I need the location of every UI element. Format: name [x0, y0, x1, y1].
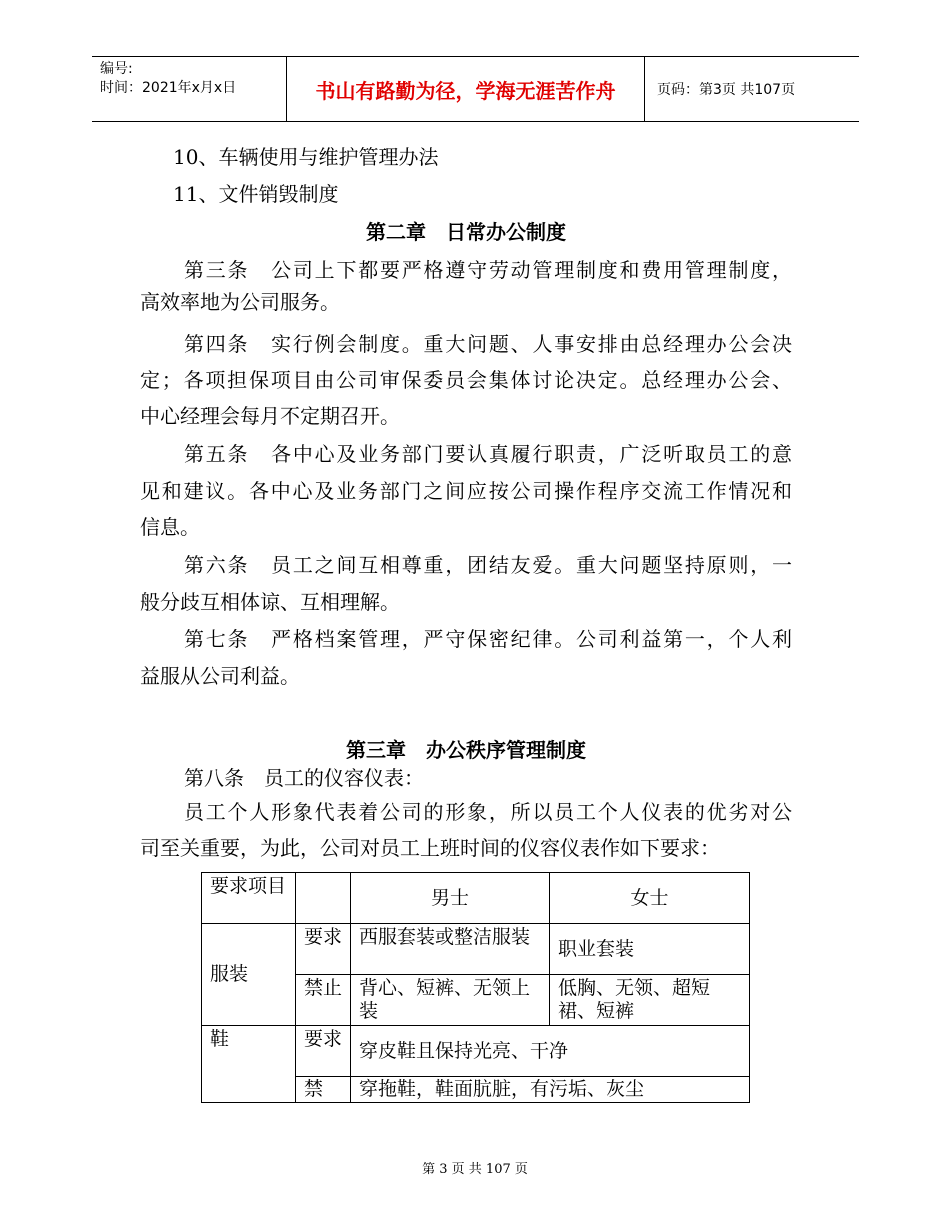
clothing-female-forbidden: 低胸、无领、超短裙、短裤 [550, 975, 750, 1026]
dress-code-table [201, 872, 750, 1103]
shoes-forbidden: 穿拖鞋，鞋面肮脏，有污垢、灰尘 [351, 1077, 750, 1103]
article-7-line-1: 第七条 严格档案管理，严守保密纪律。公司利益第一，个人利 [184, 627, 792, 651]
shoes-label: 鞋 [202, 1026, 296, 1103]
article-6-line-1: 第六条 员工之间互相尊重，团结友爱。重大问题坚持原则，一 [184, 553, 792, 577]
table-header-row [202, 873, 750, 924]
page-header [92, 56, 859, 122]
chapter-2-title: 第二章 日常办公制度 [366, 220, 566, 244]
page-footer: 第 3 页 共 107 页 [422, 1162, 528, 1177]
article-6-line-2: 般分歧互相体谅、互相理解。 [140, 590, 400, 614]
table-row [202, 1026, 750, 1077]
article-3-line-1: 第三条 公司上下都要严格遵守劳动管理制度和费用管理制度， [184, 258, 792, 282]
clothing-male-requirement: 西服套装或整洁服装 [351, 924, 550, 975]
article-5-line-3: 信息。 [140, 515, 200, 539]
intro-line-1: 员工个人形象代表着公司的形象，所以员工个人仪表的优劣对公 [184, 800, 792, 824]
article-8: 第八条 员工的仪容仪表： [184, 766, 424, 790]
forbidden-label: 禁止 [296, 975, 351, 1026]
article-4-line-3: 中心经理会每月不定期召开。 [140, 404, 400, 428]
list-item: 10、车辆使用与维护管理办法 [173, 145, 439, 169]
serial-label: 编号: [100, 61, 133, 77]
table-row [202, 924, 750, 975]
header-page-info: 页码：第3页 共107页 [657, 82, 796, 98]
list-item: 11、文件销毁制度 [173, 182, 339, 206]
chapter-3-title: 第三章 办公秩序管理制度 [346, 738, 586, 762]
header-meta [100, 60, 286, 98]
header-cell-male: 男士 [351, 873, 550, 924]
article-3-line-2: 高效率地为公司服务。 [140, 290, 340, 314]
requirement-label: 要求 [296, 1026, 351, 1077]
clothing-male-forbidden: 背心、短裤、无领上装 [351, 975, 550, 1026]
intro-line-2: 司至关重要，为此，公司对员工上班时间的仪容仪表作如下要求： [140, 836, 720, 860]
article-7-line-2: 益服从公司利益。 [140, 664, 300, 688]
time-label: 时间：2021年x月x日 [100, 80, 237, 96]
clothing-label: 服装 [202, 924, 296, 1026]
header-cell-female: 女士 [550, 873, 750, 924]
article-5-line-1: 第五条 各中心及业务部门要认真履行职责，广泛听取员工的意 [184, 442, 792, 466]
shoes-requirement: 穿皮鞋且保持光亮、干净 [351, 1026, 750, 1077]
forbidden-label-partial: 禁 [296, 1077, 351, 1103]
clothing-female-requirement: 职业套装 [550, 924, 750, 975]
article-5-line-2: 见和建议。各中心及业务部门之间应按公司操作程序交流工作情况和 [140, 479, 792, 503]
requirement-label: 要求 [296, 924, 351, 975]
header-cell-item: 要求项目 [202, 873, 296, 924]
header-motto: 书山有路勤为径，学海无涯苦作舟 [286, 57, 645, 121]
article-4-line-2: 定；各项担保项目由公司审保委员会集体讨论决定。总经理办公会、 [140, 368, 792, 392]
article-4-line-1: 第四条 实行例会制度。重大问题、人事安排由总经理办公会决 [184, 332, 792, 356]
header-cell-blank [296, 873, 351, 924]
